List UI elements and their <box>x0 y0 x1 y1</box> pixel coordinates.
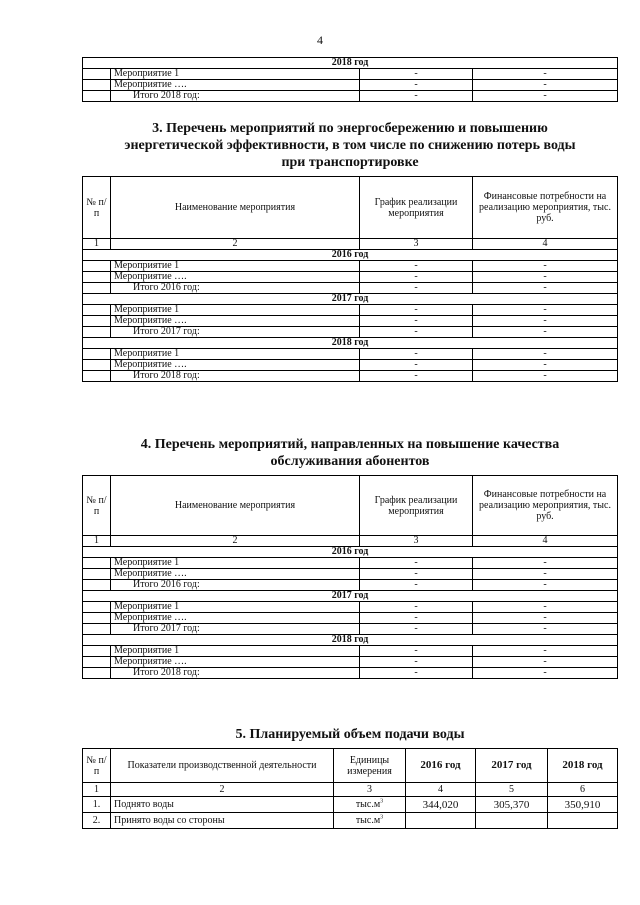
indicator-name: Принято воды со стороны <box>111 813 334 829</box>
event-finance: - <box>473 624 618 635</box>
event-schedule: - <box>360 327 473 338</box>
table-row <box>83 69 618 80</box>
table-row <box>83 283 618 294</box>
header-finance: Финансовые потребности на реализацию мероприятия, тыс. руб. <box>473 177 618 239</box>
header-row <box>83 177 618 239</box>
header-finance: Финансовые потребности на реализацию мероприятия, тыс. руб. <box>473 476 618 536</box>
value-2016: 344,020 <box>406 797 476 813</box>
unit-exponent: 3 <box>380 798 384 805</box>
event-schedule: - <box>360 91 473 102</box>
event-name: Мероприятие …. <box>111 272 360 283</box>
event-finance: - <box>473 646 618 657</box>
event-name: Мероприятие 1 <box>111 261 360 272</box>
header-row <box>83 749 618 783</box>
year-row <box>83 58 618 69</box>
year-header: 2018 год <box>83 58 618 69</box>
year-header: 2018 год <box>83 635 618 646</box>
index-row: 1 2 3 4 5 6 <box>83 783 618 797</box>
event-schedule: - <box>360 624 473 635</box>
value-2017: 305,370 <box>476 797 548 813</box>
water-supply-table <box>82 748 618 829</box>
year-header: 2018 год <box>83 338 618 349</box>
event-schedule: - <box>360 69 473 80</box>
event-schedule: - <box>360 80 473 91</box>
table-row <box>83 261 618 272</box>
event-name: Мероприятие 1 <box>111 69 360 80</box>
event-schedule: - <box>360 646 473 657</box>
year-row <box>83 591 618 602</box>
event-finance: - <box>473 91 618 102</box>
event-schedule: - <box>360 349 473 360</box>
event-finance: - <box>473 558 618 569</box>
year-header: 2016 год <box>83 250 618 261</box>
event-finance: - <box>473 305 618 316</box>
table-row <box>83 797 618 813</box>
row-num: 2. <box>83 813 111 829</box>
event-schedule: - <box>360 657 473 668</box>
table-row <box>83 624 618 635</box>
year-row <box>83 294 618 305</box>
header-num: № п/п <box>83 749 111 783</box>
event-name: Мероприятие …. <box>111 657 360 668</box>
year-row <box>83 338 618 349</box>
section-title-line: энергетической эффективности, в том числе по снижению потерь воды <box>124 138 576 153</box>
event-finance: - <box>473 371 618 382</box>
event-name: Мероприятие …. <box>111 360 360 371</box>
table-row <box>83 668 618 679</box>
table-row <box>83 613 618 624</box>
energy-efficiency-table <box>82 176 618 382</box>
event-finance: - <box>473 349 618 360</box>
event-total: Итого 2018 год: <box>111 91 360 102</box>
event-finance: - <box>473 613 618 624</box>
section-title-line: 3. Перечень мероприятий по энергосбережению и повышению <box>152 121 548 136</box>
section-3-title <box>60 120 640 171</box>
header-indicator: Показатели производственной деятельности <box>111 749 334 783</box>
table-row <box>83 580 618 591</box>
value-2018: 350,910 <box>548 797 618 813</box>
section-4-title <box>60 436 640 470</box>
unit-text: тыс.м <box>355 814 381 826</box>
section-5-title: 5. Планируемый объем подачи воды <box>235 727 465 742</box>
header-name: Наименование мероприятия <box>111 177 360 239</box>
event-total: Итого 2018 год: <box>111 668 360 679</box>
value-2016 <box>406 813 476 829</box>
header-num: № п/п <box>83 177 111 239</box>
event-finance: - <box>473 80 618 91</box>
event-schedule: - <box>360 580 473 591</box>
event-finance: - <box>473 69 618 80</box>
section-title-line: обслуживания абонентов <box>270 454 430 469</box>
event-schedule: - <box>360 305 473 316</box>
event-name: Мероприятие 1 <box>111 558 360 569</box>
unit-cell <box>334 813 406 829</box>
header-unit: Единицы измерения <box>334 749 406 783</box>
header-year-2018: 2018 год <box>548 749 618 783</box>
event-name: Мероприятие …. <box>111 316 360 327</box>
header-year-2016: 2016 год <box>406 749 476 783</box>
event-finance: - <box>473 316 618 327</box>
event-finance: - <box>473 657 618 668</box>
events-table-continued <box>82 57 618 102</box>
table-row <box>83 349 618 360</box>
table-row <box>83 327 618 338</box>
table-row <box>83 360 618 371</box>
event-total: Итого 2016 год: <box>111 580 360 591</box>
event-finance: - <box>473 569 618 580</box>
unit-text: тыс.м <box>355 798 381 810</box>
event-schedule: - <box>360 316 473 327</box>
index-row: 1 2 3 4 <box>83 239 618 250</box>
year-row <box>83 547 618 558</box>
event-schedule: - <box>360 371 473 382</box>
event-name: Мероприятие 1 <box>111 646 360 657</box>
event-total: Итого 2016 год: <box>111 283 360 294</box>
table-row <box>83 305 618 316</box>
event-name: Мероприятие …. <box>111 569 360 580</box>
event-name: Мероприятие …. <box>111 80 360 91</box>
value-2017 <box>476 813 548 829</box>
header-name: Наименование мероприятия <box>111 476 360 536</box>
section-title-line: при транспортировке <box>281 155 419 170</box>
event-schedule: - <box>360 602 473 613</box>
table-row <box>83 646 618 657</box>
year-row <box>83 635 618 646</box>
table-row <box>83 80 618 91</box>
event-finance: - <box>473 283 618 294</box>
event-finance: - <box>473 580 618 591</box>
table-row <box>83 272 618 283</box>
index-row: 1 2 3 4 <box>83 536 618 547</box>
event-schedule: - <box>360 272 473 283</box>
page-number: 4 <box>317 33 323 47</box>
table-row <box>83 602 618 613</box>
event-schedule: - <box>360 569 473 580</box>
table-row <box>83 371 618 382</box>
year-header: 2017 год <box>83 591 618 602</box>
event-schedule: - <box>360 613 473 624</box>
indicator-name: Поднято воды <box>111 797 334 813</box>
event-schedule: - <box>360 360 473 371</box>
section-title-line: 4. Перечень мероприятий, направленных на повышение качества <box>140 437 560 452</box>
table-row <box>83 316 618 327</box>
event-schedule: - <box>360 558 473 569</box>
event-name: Мероприятие …. <box>111 613 360 624</box>
row-num: 1. <box>83 797 111 813</box>
event-finance: - <box>473 360 618 371</box>
event-finance: - <box>473 327 618 338</box>
unit-exponent: 3 <box>380 814 384 821</box>
year-header: 2017 год <box>83 294 618 305</box>
value-2018 <box>548 813 618 829</box>
customer-service-table <box>82 475 618 679</box>
table-row <box>83 91 618 102</box>
event-finance: - <box>473 668 618 679</box>
year-row <box>83 250 618 261</box>
event-schedule: - <box>360 668 473 679</box>
header-schedule: График реализации мероприятия <box>360 476 473 536</box>
header-num: № п/п <box>83 476 111 536</box>
event-name: Мероприятие 1 <box>111 305 360 316</box>
event-schedule: - <box>360 283 473 294</box>
header-year-2017: 2017 год <box>476 749 548 783</box>
event-name: Мероприятие 1 <box>111 349 360 360</box>
table-row <box>83 657 618 668</box>
event-finance: - <box>473 602 618 613</box>
table-row <box>83 569 618 580</box>
event-finance: - <box>473 272 618 283</box>
event-name: Мероприятие 1 <box>111 602 360 613</box>
event-total: Итого 2017 год: <box>111 327 360 338</box>
year-header: 2016 год <box>83 547 618 558</box>
table-row <box>83 813 618 829</box>
event-total: Итого 2017 год: <box>111 624 360 635</box>
header-schedule: График реализации мероприятия <box>360 177 473 239</box>
event-finance: - <box>473 261 618 272</box>
table-row <box>83 558 618 569</box>
unit-cell <box>334 797 406 813</box>
event-schedule: - <box>360 261 473 272</box>
header-row <box>83 476 618 536</box>
event-total: Итого 2018 год: <box>111 371 360 382</box>
